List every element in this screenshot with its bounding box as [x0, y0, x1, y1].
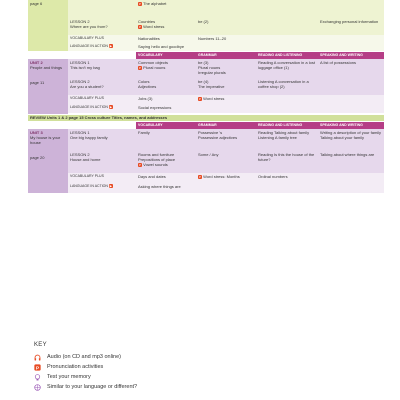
globe-icon	[34, 384, 41, 391]
headphones-icon	[34, 354, 41, 361]
unit1-block: page 6 P The alphabet LESSON 2 Where are you from? Countries P Word stress be (2) Exchanging personal information VOCABULARY PLUS Nationalities Numbers 11–20 LANGUAGE IN ACTION ▶ Saying hello and goodbye	[28, 0, 384, 51]
header-grammar: GRAMMAR	[196, 122, 256, 129]
key-item-pronunciation: P Pronunciation activities	[35, 364, 104, 371]
review-row: REVIEW Units 1 & 2 page 15 Cross culture Titles, names, and addresses	[28, 115, 384, 121]
unit1-page: page 6	[28, 0, 68, 18]
video-icon: ▶	[109, 105, 113, 110]
pronunciation-icon: P	[198, 96, 201, 101]
header-vocabulary: VOCABULARY	[136, 122, 196, 129]
header-speaking-writing: SPEAKING AND WRITING	[318, 52, 384, 59]
alphabet-text: The alphabet	[143, 1, 167, 6]
pronunciation-icon: P	[138, 65, 141, 70]
key-item-memory: Test your memory	[34, 372, 137, 382]
unit3-block: UNIT 3 My house is your house page 20 LESSON 1 One big happy family Family Possessive 's Possessive adjectives Reading Talking about family Listening A family tree Writing a description of your family Talking about your family LESSON 2 House and home Rooms and furniture Prepositions of place P Vowel sounds Some / Any Reading Is this the house of the future? Talking about where things are VOCABULARY PLUS Days and dates P Word stress: Months Ordinal numbers LANGUAGE IN ACTION ▶ Asking where things are	[28, 129, 384, 193]
column-header-row	[28, 52, 384, 59]
video-icon: ▶	[109, 184, 113, 189]
lightbulb-icon	[34, 374, 41, 381]
key-legend	[34, 342, 137, 392]
key-item-similar: Similar to your language or different?	[34, 382, 137, 392]
column-header-row	[28, 122, 384, 129]
pronunciation-icon: P	[138, 162, 141, 167]
unit2-block: UNIT 2 People and things page 11 LESSON 1 This isn't my bag Common objects P Plural nouns be (3) Plural nouns Irregular plurals Reading A conversation in a lost luggage office (1) A list of possessions LESSON 2 Are you a student? Colors Adjectives be (4) The imperative Listening A conversation in a coffee shop (2) VOCABULARY PLUS Jobs (3) P Word stress LANGUAGE IN ACTION ▶ Social expressions	[28, 59, 384, 114]
syllabus-table	[28, 0, 384, 193]
unit1-lesson2: LESSON 2 Where are you from?	[68, 18, 136, 35]
header-vocabulary: VOCABULARY	[136, 52, 196, 59]
header-grammar: GRAMMAR	[196, 52, 256, 59]
video-icon: ▶	[109, 44, 113, 49]
pronunciation-icon: P	[138, 1, 141, 6]
key-item-audio: Audio (on CD and mp3 online)	[34, 352, 137, 362]
pronunciation-icon: P	[138, 24, 141, 29]
unit2-label: UNIT 2 People and things page 11	[28, 59, 68, 114]
pronunciation-icon: P	[198, 174, 201, 179]
unit3-label: UNIT 3 My house is your house page 20	[28, 129, 68, 193]
key-title: KEY	[34, 342, 47, 348]
header-reading-listening: READING AND LISTENING	[256, 52, 318, 59]
pronunciation-icon	[34, 364, 41, 371]
header-reading-listening: READING AND LISTENING	[256, 122, 318, 129]
header-speaking-writing: SPEAKING AND WRITING	[318, 122, 384, 129]
svg-text:P: P	[35, 365, 40, 371]
